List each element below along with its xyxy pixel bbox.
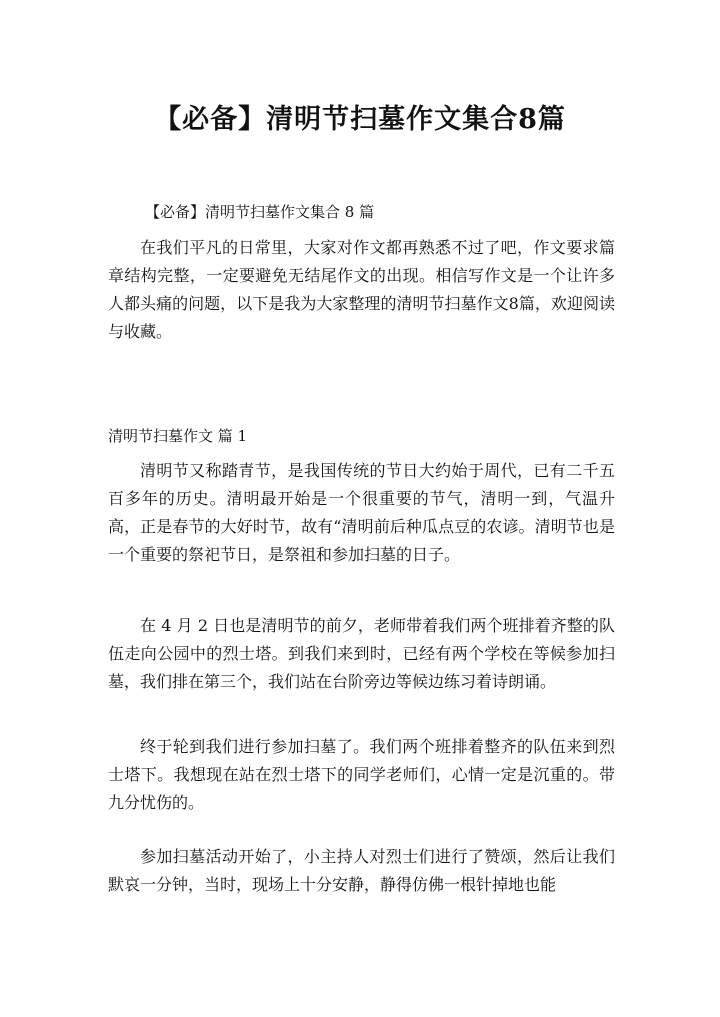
document-subtitle: 【必备】清明节扫墓作文集合 8 篇: [145, 203, 375, 221]
body-paragraph-1: 清明节又称踏青节，是我国传统的节日大约始于周代，已有二千五百多年的历史。清明最开始是一个很重要的节气，清明一到，气温升高，正是春节的大好时节，故有“清明前后种瓜点豆的农谚。清明节也是一个重要的祭祀节日，是祭祖和参加扫墓的日子。: [108, 461, 615, 564]
intro-paragraph: 在我们平凡的日常里，大家对作文都再熟悉不过了吧，作文要求篇章结构完整，一定要避免无结尾作文的出现。相信写作文是一个让许多人都头痛的问题，以下是我为大家整理的清明节扫墓作文8篇，欢迎阅读与收藏。: [108, 238, 615, 341]
document-title: 【必备】清明节扫墓作文集合8篇: [154, 104, 566, 135]
body-paragraph-3: 终于轮到我们进行参加扫墓了。我们两个班排着整齐的队伍来到烈士塔下。我想现在站在烈士塔下的同学老师们，心情一定是沉重的。带九分忧伤的。: [108, 737, 615, 812]
body-paragraph-4: 参加扫墓活动开始了，小主持人对烈士们进行了赞颂，然后让我们默哀一分钟，当时，现场上十分安静，静得仿佛一根针掉地也能: [108, 847, 615, 894]
body-paragraph-2: 在 4 月 2 日也是清明节的前夕，老师带着我们两个班排着齐整的队伍走向公园中的烈士塔。到我们来到时，已经有两个学校在等候参加扫墓，我们排在第三个，我们站在台阶旁边等候边练习着诗朗诵。: [108, 616, 615, 691]
section-heading: 清明节扫墓作文 篇 1: [108, 427, 248, 445]
